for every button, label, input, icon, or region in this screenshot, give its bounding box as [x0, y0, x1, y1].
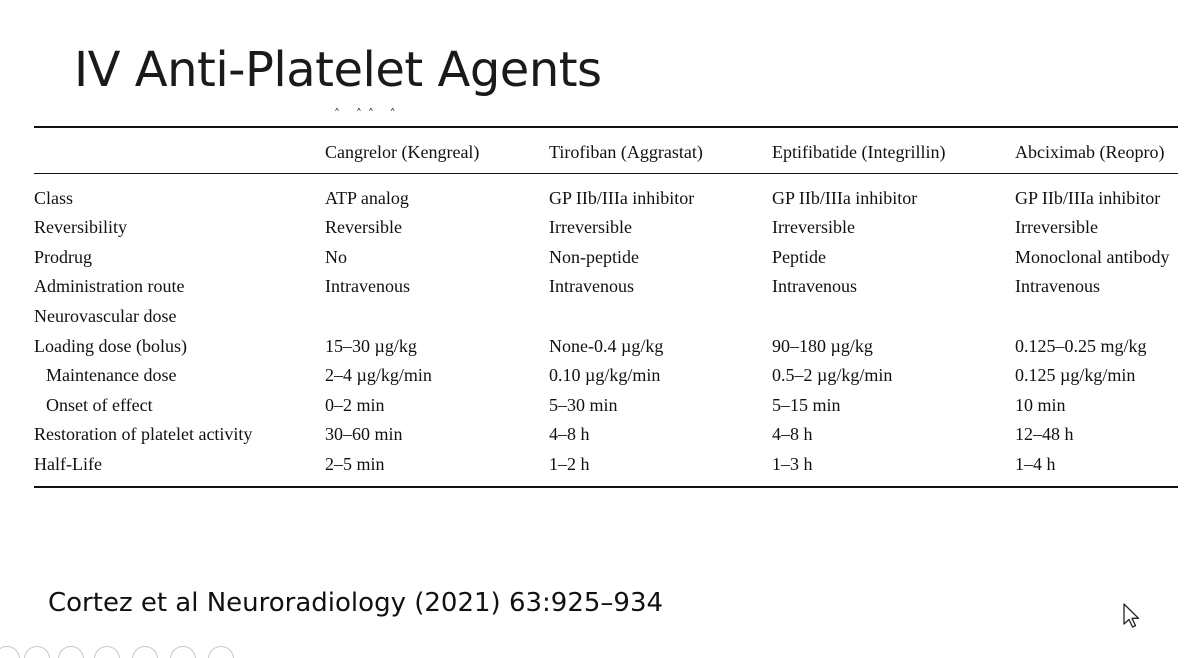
more-icon[interactable]	[170, 646, 196, 658]
slides-icon[interactable]	[94, 646, 120, 658]
row-label: Onset of effect	[46, 395, 153, 415]
table-cell: Intravenous	[549, 276, 634, 296]
table-cell: Irreversible	[772, 217, 855, 237]
pointer-icon[interactable]	[24, 646, 50, 658]
presenter-toolbar	[0, 644, 260, 658]
row-label: Restoration of platelet activity	[34, 424, 253, 444]
table-cell: None-0.4 µg/kg	[549, 336, 664, 356]
table-cell: Intravenous	[325, 276, 410, 296]
table-cell: 0–2 min	[325, 395, 385, 415]
column-header-tirofiban: Tirofiban (Aggrastat)	[549, 142, 703, 162]
table-cell: 0.10 µg/kg/min	[549, 365, 661, 385]
table-cell: Reversible	[325, 217, 402, 237]
table-cell: 0.125–0.25 mg/kg	[1015, 336, 1147, 356]
column-header-abciximab: Abciximab (Reopro)	[1015, 142, 1165, 162]
table-cell: 1–3 h	[772, 454, 813, 474]
row-label: Loading dose (bolus)	[34, 336, 187, 356]
cropped-caption-fragment: ˄ ˄˄ ˄	[334, 107, 402, 121]
table-cell: 2–5 min	[325, 454, 385, 474]
row-label: Half-Life	[34, 454, 102, 474]
table-cell: 2–4 µg/kg/min	[325, 365, 432, 385]
more-icon[interactable]	[208, 646, 234, 658]
table-cell: GP IIb/IIIa inhibitor	[549, 188, 695, 208]
table-cell: 15–30 µg/kg	[325, 336, 417, 356]
table-cell: 10 min	[1015, 395, 1066, 415]
table-cell: 0.5–2 µg/kg/min	[772, 365, 893, 385]
citation-text: Cortez et al Neuroradiology (2021) 63:925–934	[48, 588, 664, 618]
table-cell: 30–60 min	[325, 424, 403, 444]
row-label: Administration route	[34, 276, 185, 296]
column-header-cangrelor: Cangrelor (Kengreal)	[325, 142, 480, 162]
row-label: Class	[34, 188, 74, 208]
table-cell: ATP analog	[325, 188, 409, 208]
table-cell: Non-peptide	[549, 247, 639, 267]
table-cell: 4–8 h	[549, 424, 590, 444]
table-cell: Irreversible	[549, 217, 632, 237]
table-cell: 1–4 h	[1015, 454, 1056, 474]
row-label: Neurovascular dose	[34, 306, 177, 326]
row-label: Maintenance dose	[46, 365, 177, 385]
column-header-eptifibatide: Eptifibatide (Integrillin)	[772, 142, 946, 162]
table-cell: 4–8 h	[772, 424, 813, 444]
zoom-icon[interactable]	[132, 646, 158, 658]
row-label: Prodrug	[34, 247, 92, 267]
slide-title: IV Anti-Platelet Agents	[74, 42, 602, 98]
table-cell: Intravenous	[1015, 276, 1100, 296]
table-cell: Monoclonal antibody	[1015, 247, 1170, 267]
back-icon[interactable]	[0, 646, 20, 658]
table-cell: 12–48 h	[1015, 424, 1074, 444]
table-cell: 1–2 h	[549, 454, 590, 474]
table-cell: 0.125 µg/kg/min	[1015, 365, 1136, 385]
table-top-rule	[34, 126, 1178, 128]
table-cell: No	[325, 247, 347, 267]
row-label: Reversibility	[34, 217, 127, 237]
table-cell: GP IIb/IIIa inhibitor	[772, 188, 918, 208]
table-cell: Peptide	[772, 247, 826, 267]
table-cell: Irreversible	[1015, 217, 1098, 237]
mouse-pointer-icon	[1122, 603, 1140, 629]
table-cell: 5–15 min	[772, 395, 841, 415]
table-cell: Intravenous	[772, 276, 857, 296]
table-header-rule	[34, 173, 1178, 174]
table-cell: 90–180 µg/kg	[772, 336, 873, 356]
table-bottom-rule	[34, 486, 1178, 488]
pen-icon[interactable]	[58, 646, 84, 658]
table-cell: 5–30 min	[549, 395, 618, 415]
table-cell: GP IIb/IIIa inhibitor	[1015, 188, 1161, 208]
